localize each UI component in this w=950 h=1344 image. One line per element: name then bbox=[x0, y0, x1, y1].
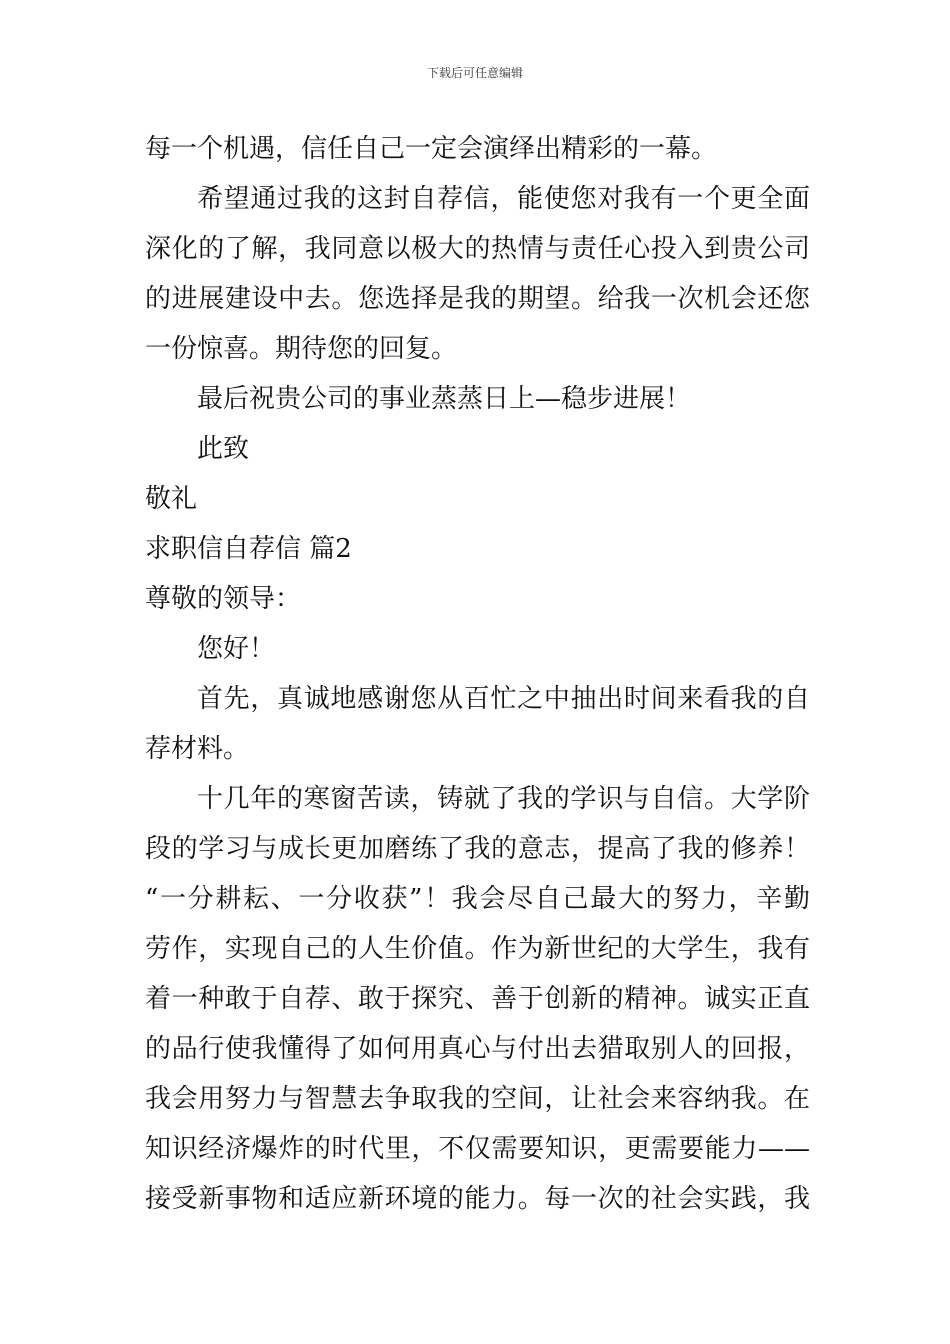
text-line: 接受新事物和适应新环境的能力。每一次的社会实践，我 bbox=[145, 1184, 810, 1214]
text-line: 我会用努力与智慧去争取我的空间，让社会来容纳我。在 bbox=[145, 1084, 810, 1114]
paragraph-first-line: 十几年的寒窗苦读，铸就了我的学识与自信。大学阶 bbox=[197, 784, 810, 814]
page-header: 下载后可任意编辑 bbox=[426, 66, 523, 80]
paragraph-first-line: 希望通过我的这封自荐信，能使您对我有一个更全面 bbox=[197, 184, 810, 214]
text-line: 的进展建设中去。您选择是我的期望。给我一次机会还您 bbox=[145, 284, 810, 314]
section-title: 求职信自荐信 篇2 bbox=[145, 534, 352, 564]
letter-greeting: 尊敬的领导： bbox=[145, 584, 302, 614]
text-line: 深化的了解，我同意以极大的热情与责任心投入到贵公司 bbox=[145, 234, 810, 264]
text-line: 每一个机遇，信任自己一定会演绎出精彩的一幕。 bbox=[145, 134, 718, 164]
text-line: 段的学习与成长更加磨练了我的意志，提高了我的修养！ bbox=[145, 834, 810, 864]
letter-hello: 您好！ bbox=[197, 634, 276, 664]
text-line: 着一种敢于自荐、敢于探究、善于创新的精神。诚实正直 bbox=[145, 984, 810, 1014]
document-body bbox=[145, 124, 810, 1224]
text-line: 一份惊喜。期待您的回复。 bbox=[145, 334, 458, 364]
closing-wish: 最后祝贵公司的事业蒸蒸日上—稳步进展！ bbox=[197, 384, 692, 414]
salutation-jingli: 敬礼 bbox=[145, 484, 198, 514]
text-line: “一分耕耘、一分收获”！我会尽自己最大的努力，辛勤 bbox=[145, 884, 810, 914]
text-line: 劳作，实现自己的人生价值。作为新世纪的大学生，我有 bbox=[145, 934, 810, 964]
salutation-cizhi: 此致 bbox=[197, 434, 250, 464]
text-line: 的品行使我懂得了如何用真心与付出去猎取别人的回报， bbox=[145, 1034, 810, 1064]
text-line: 知识经济爆炸的时代里，不仅需要知识，更需要能力—— bbox=[145, 1134, 810, 1164]
text-line: 荐材料。 bbox=[145, 734, 250, 764]
paragraph-first-line: 首先，真诚地感谢您从百忙之中抽出时间来看我的自 bbox=[197, 684, 810, 714]
